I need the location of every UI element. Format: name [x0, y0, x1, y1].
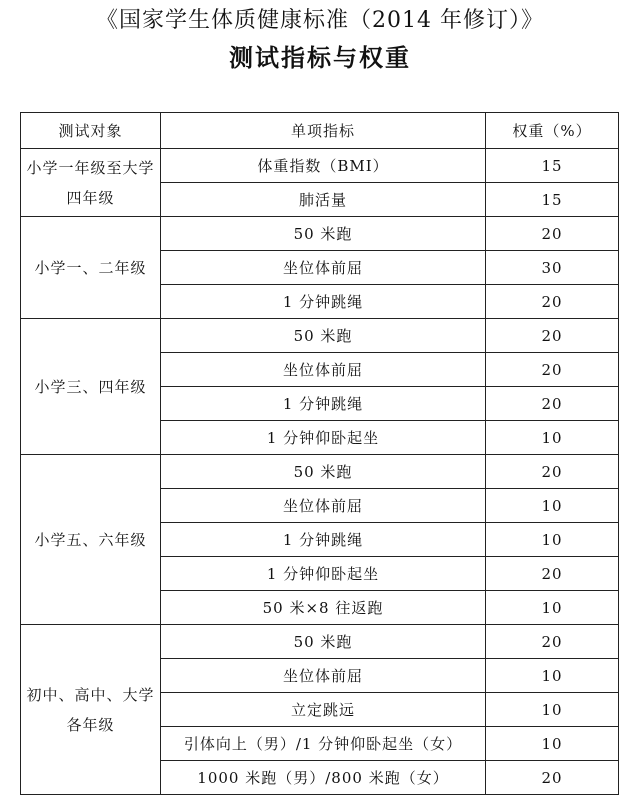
- weight-cell: 20: [486, 353, 619, 387]
- table-header-row: [21, 113, 619, 149]
- item-cell: 坐位体前屈: [161, 251, 486, 285]
- group-target: 小学一年级至大学四年级: [21, 149, 161, 217]
- item-cell: 立定跳远: [161, 693, 486, 727]
- item-cell: 1 分钟跳绳: [161, 523, 486, 557]
- header-item: 单项指标: [161, 113, 486, 149]
- weights-table: [20, 112, 619, 795]
- document-title: 《国家学生体质健康标准（2014 年修订）》: [96, 8, 544, 33]
- weight-cell: 10: [486, 659, 619, 693]
- group-target: 小学五、六年级: [21, 455, 161, 625]
- item-cell: 1 分钟仰卧起坐: [161, 421, 486, 455]
- document-subtitle: 测试指标与权重: [229, 43, 411, 72]
- item-cell: 肺活量: [161, 183, 486, 217]
- weight-cell: 15: [486, 183, 619, 217]
- item-cell: 50 米跑: [161, 319, 486, 353]
- group-target: 小学一、二年级: [21, 217, 161, 319]
- title-block: [0, 0, 640, 78]
- weight-cell: 20: [486, 625, 619, 659]
- group-target: 小学三、四年级: [21, 319, 161, 455]
- header-target: 测试对象: [21, 113, 161, 149]
- item-cell: 50 米跑: [161, 217, 486, 251]
- weight-cell: 20: [486, 387, 619, 421]
- weight-cell: 20: [486, 557, 619, 591]
- item-cell: 1 分钟跳绳: [161, 387, 486, 421]
- weight-cell: 10: [486, 727, 619, 761]
- weight-cell: 15: [486, 149, 619, 183]
- weight-cell: 10: [486, 421, 619, 455]
- table-row: [21, 217, 619, 251]
- item-cell: 坐位体前屈: [161, 659, 486, 693]
- group-target: 初中、高中、大学各年级: [21, 625, 161, 795]
- weight-cell: 10: [486, 489, 619, 523]
- weight-cell: 20: [486, 761, 619, 795]
- item-cell: 体重指数（BMI）: [161, 149, 486, 183]
- weight-cell: 20: [486, 285, 619, 319]
- weight-cell: 10: [486, 523, 619, 557]
- header-weight: 权重（%）: [486, 113, 619, 149]
- weight-cell: 10: [486, 591, 619, 625]
- item-cell: 1000 米跑（男）/800 米跑（女）: [161, 761, 486, 795]
- table-row: [21, 319, 619, 353]
- table-body: [21, 149, 619, 795]
- item-cell: 1 分钟跳绳: [161, 285, 486, 319]
- item-cell: 坐位体前屈: [161, 489, 486, 523]
- weight-cell: 30: [486, 251, 619, 285]
- item-cell: 坐位体前屈: [161, 353, 486, 387]
- weight-cell: 10: [486, 693, 619, 727]
- table-row: [21, 149, 619, 183]
- weight-cell: 20: [486, 455, 619, 489]
- item-cell: 50 米跑: [161, 625, 486, 659]
- table-row: [21, 455, 619, 489]
- item-cell: 引体向上（男）/1 分钟仰卧起坐（女）: [161, 727, 486, 761]
- item-cell: 1 分钟仰卧起坐: [161, 557, 486, 591]
- item-cell: 50 米×8 往返跑: [161, 591, 486, 625]
- table-row: [21, 625, 619, 659]
- weight-cell: 20: [486, 217, 619, 251]
- item-cell: 50 米跑: [161, 455, 486, 489]
- weight-cell: 20: [486, 319, 619, 353]
